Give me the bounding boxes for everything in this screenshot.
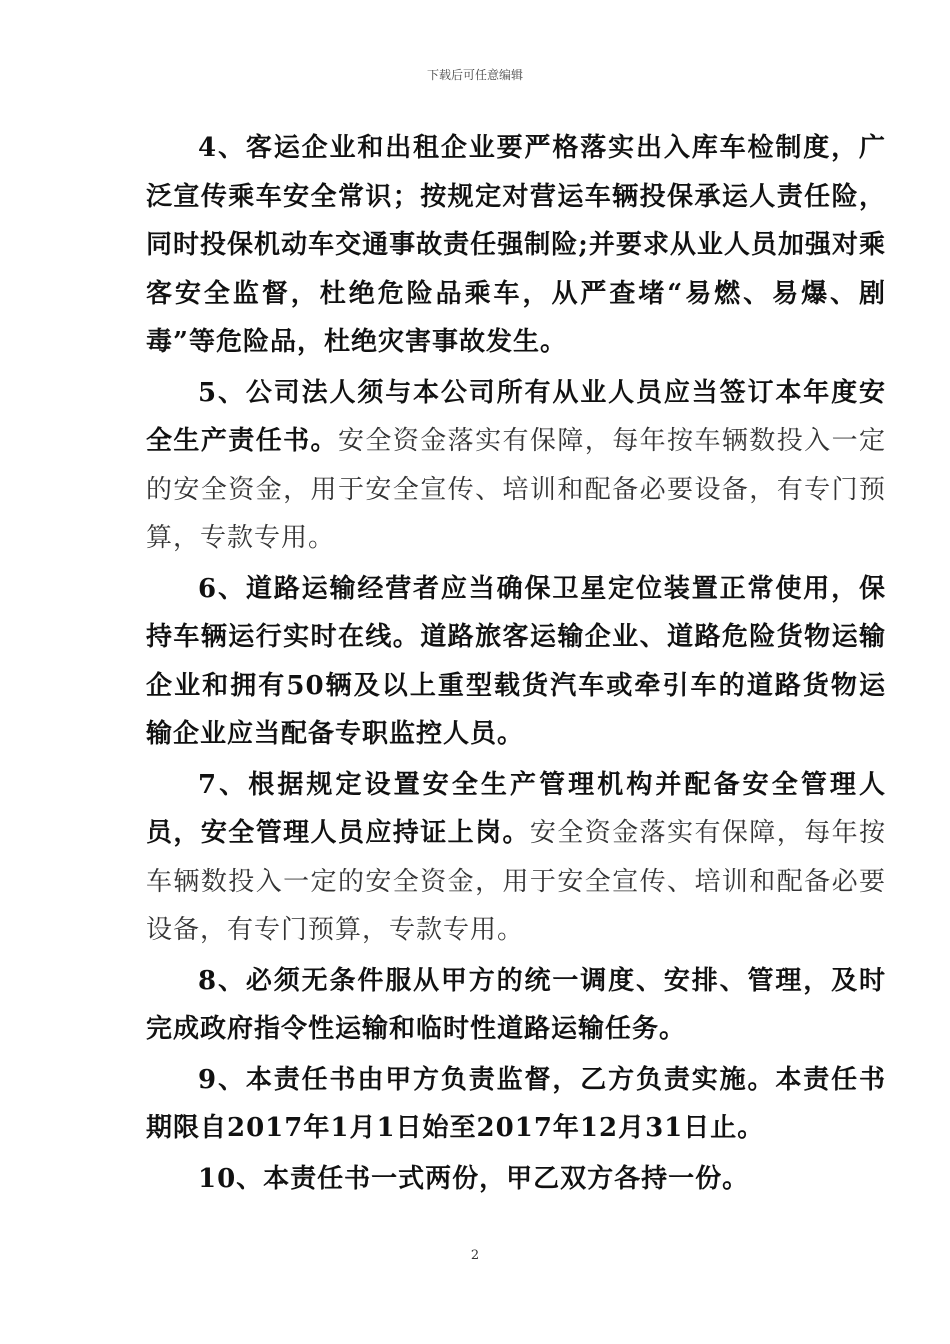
paragraph-text: 7、根据规定设置安全生产管理机构并配备安全管理人员，安全管理人员应持证上岗。 <box>146 769 886 848</box>
paragraph-text: 6、道路运输经营者应当确保卫星定位装置正常使用，保持车辆运行实时在线。道路旅客运输企业、道路危险货物运输企业和拥有50辆及以上重型载货汽车或牵引车的道路货物运输企业应当配备专职监控人员。 <box>146 573 886 749</box>
paragraph-item-9 <box>146 1056 886 1153</box>
paragraph-item-7 <box>146 761 886 955</box>
paragraph-item-5 <box>146 369 886 563</box>
paragraph-text-light: 安全资金落实有保障，每年按车辆数投入一定的安全资金，用于安全宣传、培训和配备必要设备，有专门预算，专款专用。 <box>146 818 886 945</box>
page-header: 下载后可任意编辑 <box>426 68 523 82</box>
page-number: 2 <box>470 1248 480 1263</box>
paragraph-text: 4、客运企业和出租企业要严格落实出入库车检制度，广泛宣传乘车安全常识；按规定对营运车辆投保承运人责任险，同时投保机动车交通事故责任强制险;并要求从业人员加强对乘客安全监督，杜绝危险品乘车，从严查堵“易燃、易爆、剧毒”等危险品，杜绝灾害事故发生。 <box>146 133 886 357</box>
paragraph-text-light: 安全资金落实有保障，每年按车辆数投入一定的安全资金，用于安全宣传、培训和配备必要设备，有专门预算，专款专用。 <box>146 426 886 553</box>
document-body <box>146 124 886 1205</box>
paragraph-item-10 <box>146 1155 886 1204</box>
paragraph-text: 10、本责任书一式两份，甲乙双方各持一份。 <box>198 1163 750 1194</box>
paragraph-item-8 <box>146 957 886 1054</box>
paragraph-text: 5、公司法人须与本公司所有从业人员应当签订本年度安全生产责任书。 <box>146 377 886 456</box>
paragraph-item-6 <box>146 565 886 759</box>
paragraph-text: 9、本责任书由甲方负责监督，乙方负责实施。本责任书期限自2017年1月1日始至2017年12月31日止。 <box>146 1064 886 1143</box>
paragraph-text: 8、必须无条件服从甲方的统一调度、安排、管理，及时完成政府指令性运输和临时性道路运输任务。 <box>146 965 886 1044</box>
paragraph-item-4 <box>146 124 886 367</box>
